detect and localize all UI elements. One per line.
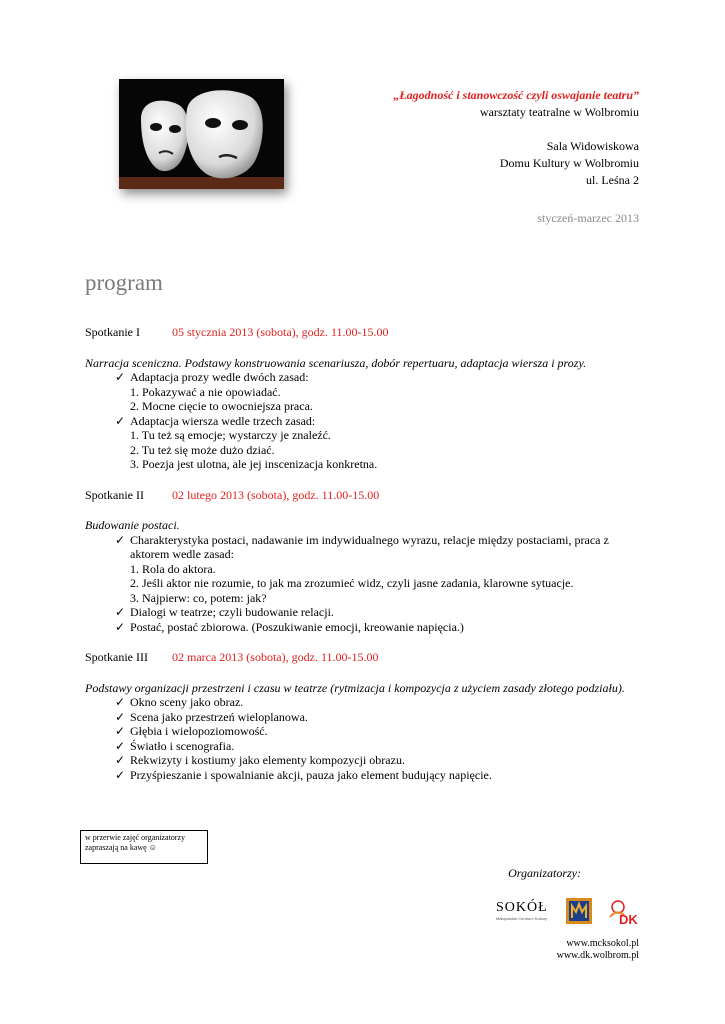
meeting-3: [85, 650, 645, 782]
checkmark-icon: ✓: [115, 532, 126, 547]
dk-logo-word: DK: [619, 912, 638, 927]
checkmark-icon: ✓: [115, 753, 126, 767]
list-item: [115, 753, 645, 768]
venue-line-2: Domu Kultury w Wolbromiu: [499, 156, 639, 170]
event-dates: styczeń-marzec 2013: [537, 211, 639, 225]
sub-item: 3. Najpierw: co, potem: jak?: [130, 590, 267, 605]
meeting-date: 02 lutego 2013 (sobota), godz. 11.00-15.00: [172, 487, 380, 502]
meeting-1: [85, 325, 645, 472]
item-text: Dialogi w teatrze; czyli budowanie relacji.: [130, 605, 334, 619]
meeting-2: [85, 488, 645, 635]
list-item: [115, 695, 645, 710]
list-item: [115, 739, 645, 754]
checkmark-icon: ✓: [115, 413, 126, 428]
venue-line-3: ul. Leśna 2: [586, 173, 639, 187]
sub-item: 1. Rola do aktora.: [130, 561, 216, 576]
item-text: Światło i scenografia.: [130, 738, 235, 753]
list-item: [115, 533, 645, 606]
meeting-subtitle: Budowanie postaci.: [85, 518, 180, 532]
meeting-date: 05 stycznia 2013 (sobota), godz. 11.00-15.00: [172, 325, 389, 339]
coffee-note: w przerwie zajęć organizatorzy zapraszają na kawę ☺: [80, 830, 208, 864]
sub-item: 2. Mocne cięcie to owocniejsza praca.: [130, 399, 313, 413]
dk-logo: [606, 897, 638, 927]
item-text: Postać, postać zbiorowa. (Poszukiwanie emocji, kreowanie napięcia.): [130, 619, 464, 634]
meeting-items: [85, 695, 645, 782]
checkmark-icon: ✓: [115, 619, 126, 634]
list-item: [115, 710, 645, 725]
checkmark-icon: ✓: [115, 709, 126, 724]
meeting-subtitle: Narracja sceniczna. Podstawy konstruowania scenariusza, dobór repertuaru, adaptacja wiersza i prozy.: [85, 355, 587, 370]
item-text: Głębia i wielopoziomowość.: [130, 724, 268, 738]
theatre-masks-photo: [119, 79, 284, 189]
meeting-subtitle: Podstawy organizacji przestrzeni i czasu w teatrze (rytmizacja i kompozycja z użyciem zasady złotego podziału).: [85, 680, 625, 695]
item-text: Rekwizyty i kostiumy jako elementy kompozycji obrazu.: [130, 753, 405, 767]
list-item: [115, 620, 645, 635]
list-item: [115, 370, 645, 414]
mck-logo-icon: [566, 898, 592, 924]
item-text: Scena jako przestrzeń wieloplanowa.: [130, 709, 308, 724]
program-heading: program: [85, 270, 163, 295]
checkmark-icon: ✓: [115, 605, 126, 619]
checkmark-icon: ✓: [115, 724, 126, 738]
checkmark-icon: ✓: [115, 767, 126, 782]
website-links: [557, 938, 639, 962]
item-text: Okno sceny jako obraz.: [130, 695, 244, 709]
sub-item: 1. Tu też są emocje; wystarczy je znaleźć.: [130, 428, 331, 442]
meeting-header: [85, 488, 645, 503]
item-text: Charakterystyka postaci, nadawanie im indywidualnego wyrazu, relacje między postaciami, praca z aktorem wedle zasad:: [130, 532, 609, 561]
event-header: [319, 87, 639, 227]
link-dk-wolbrom[interactable]: www.dk.wolbrom.pl: [556, 950, 639, 961]
sub-item: 3. Poezja jest ulotna, ale jej inscenizacja konkretna.: [130, 457, 378, 471]
organizers-label: Organizatorzy:: [508, 866, 581, 880]
list-item: [115, 605, 645, 620]
meeting-name: Spotkanie II: [85, 487, 144, 502]
meeting-header: [85, 650, 645, 665]
theatre-masks-icon: [119, 79, 284, 189]
sokol-logo-sub: Małopolskie Centrum Kultury: [496, 916, 548, 921]
dk-logo-icon: [606, 897, 638, 927]
event-title: „Łagodność i stanowczość czyli oswajanie teatru”: [393, 88, 639, 102]
item-text: Adaptacja wiersza wedle trzech zasad:: [130, 413, 316, 428]
meeting-date: 02 marca 2013 (sobota), godz. 11.00-15.00: [172, 650, 379, 664]
program-content: [85, 325, 645, 798]
event-subtitle: warsztaty teatralne w Wolbromiu: [479, 105, 639, 119]
checkmark-icon: ✓: [115, 370, 126, 384]
link-mcksokol[interactable]: www.mcksokol.pl: [566, 938, 639, 949]
sub-item: 2. Tu też się może dużo dziać.: [130, 442, 275, 457]
item-text: Adaptacja prozy wedle dwóch zasad:: [130, 370, 309, 384]
sub-item: 2. Jeśli aktor nie rozumie, to jak ma zrozumieć widz, czyli jasne zadania, klarowne sytuacje.: [130, 576, 574, 590]
list-item: [115, 724, 645, 739]
sub-item: 1. Pokazywać a nie opowiadać.: [130, 384, 281, 399]
list-item: [115, 414, 645, 472]
meeting-items: [85, 533, 645, 635]
checkmark-icon: ✓: [115, 695, 126, 709]
list-item: [115, 768, 645, 783]
checkmark-icon: ✓: [115, 738, 126, 753]
meeting-items: [85, 370, 645, 472]
sokol-logo-word: SOKÓŁ: [496, 900, 548, 915]
meeting-name: Spotkanie III: [85, 650, 148, 664]
venue-line-1: Sala Widowiskowa: [546, 139, 639, 153]
item-text: Przyśpieszanie i spowalnianie akcji, pauza jako element budujący napięcie.: [130, 767, 492, 782]
sokol-logo: [496, 900, 556, 930]
meeting-header: [85, 325, 645, 340]
meeting-name: Spotkanie I: [85, 325, 140, 339]
